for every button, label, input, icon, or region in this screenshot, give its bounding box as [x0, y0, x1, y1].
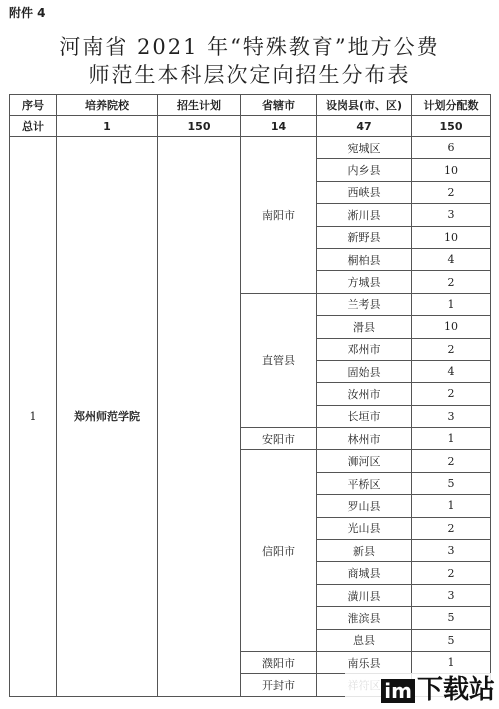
county-cell: 淮滨县 [317, 607, 412, 629]
county-cell: 浉河区 [317, 450, 412, 472]
allocation-cell: 3 [412, 405, 491, 427]
allocation-cell: 6 [412, 137, 491, 159]
county-cell: 宛城区 [317, 137, 412, 159]
totals-cities: 14 [241, 116, 317, 137]
allocation-cell: 5 [412, 607, 491, 629]
header-allocation: 计划分配数 [412, 95, 491, 116]
county-cell: 兰考县 [317, 293, 412, 315]
allocation-cell: 2 [412, 562, 491, 584]
allocation-cell: 3 [412, 540, 491, 562]
county-cell: 息县 [317, 629, 412, 651]
allocation-cell: 1 [412, 651, 491, 673]
table-header-row [10, 95, 491, 116]
county-cell: 西峡县 [317, 181, 412, 203]
county-cell: 光山县 [317, 517, 412, 539]
county-cell: 淅川县 [317, 204, 412, 226]
city-cell: 开封市 [241, 674, 317, 696]
allocation-cell: 2 [412, 181, 491, 203]
county-cell: 内乡县 [317, 159, 412, 181]
county-cell: 南乐县 [317, 651, 412, 673]
header-college: 培养院校 [57, 95, 158, 116]
city-cell: 信阳市 [241, 450, 317, 652]
allocation-cell: 5 [412, 629, 491, 651]
county-cell: 林州市 [317, 428, 412, 450]
county-cell: 方城县 [317, 271, 412, 293]
city-cell: 安阳市 [241, 428, 317, 450]
totals-counties: 47 [317, 116, 412, 137]
entry-plan [158, 137, 241, 697]
header-index: 序号 [10, 95, 57, 116]
county-cell: 新野县 [317, 226, 412, 248]
county-cell: 汝州市 [317, 383, 412, 405]
allocation-table [9, 94, 491, 697]
allocation-cell: 2 [412, 450, 491, 472]
allocation-cell: 1 [412, 495, 491, 517]
county-cell: 新县 [317, 540, 412, 562]
county-cell: 商城县 [317, 562, 412, 584]
entry-college: 郑州师范学院 [57, 137, 158, 697]
city-cell: 濮阳市 [241, 651, 317, 673]
totals-label: 总计 [10, 116, 57, 137]
document-title-line-2: 师范生本科层次定向招生分布表 [88, 63, 411, 87]
document-title-line-1: 河南省 2021 年“特殊教育”地方公费 [59, 35, 440, 59]
totals-allocation: 150 [412, 116, 491, 137]
totals-plan: 150 [158, 116, 241, 137]
city-cell: 南阳市 [241, 137, 317, 294]
allocation-cell: 4 [412, 248, 491, 270]
allocation-cell: 2 [412, 383, 491, 405]
allocation-cell: 10 [412, 159, 491, 181]
table-row [10, 137, 491, 159]
allocation-cell: 10 [412, 316, 491, 338]
header-county: 设岗县(市、区) [317, 95, 412, 116]
totals-colleges: 1 [57, 116, 158, 137]
watermark-text: 下载站 [416, 675, 495, 705]
allocation-cell: 3 [412, 204, 491, 226]
city-cell: 直管县 [241, 293, 317, 427]
county-cell: 邓州市 [317, 338, 412, 360]
allocation-cell: 2 [412, 517, 491, 539]
allocation-cell: 4 [412, 360, 491, 382]
county-cell: 滑县 [317, 316, 412, 338]
header-plan: 招生计划 [158, 95, 241, 116]
allocation-cell: 1 [412, 293, 491, 315]
entry-index: 1 [10, 137, 57, 697]
site-watermark [345, 673, 495, 707]
county-cell: 桐柏县 [317, 248, 412, 270]
allocation-cell: 10 [412, 226, 491, 248]
allocation-cell: 2 [412, 338, 491, 360]
allocation-cell: 2 [412, 271, 491, 293]
county-cell: 固始县 [317, 360, 412, 382]
county-cell: 平桥区 [317, 472, 412, 494]
allocation-cell: 5 [412, 472, 491, 494]
totals-row [10, 116, 491, 137]
watermark-logo: im [381, 679, 415, 703]
allocation-cell: 1 [412, 428, 491, 450]
county-cell: 罗山县 [317, 495, 412, 517]
county-cell: 长垣市 [317, 405, 412, 427]
attachment-label: 附件 4 [9, 6, 46, 20]
header-city: 省辖市 [241, 95, 317, 116]
county-cell: 潢川县 [317, 584, 412, 606]
allocation-cell: 3 [412, 584, 491, 606]
